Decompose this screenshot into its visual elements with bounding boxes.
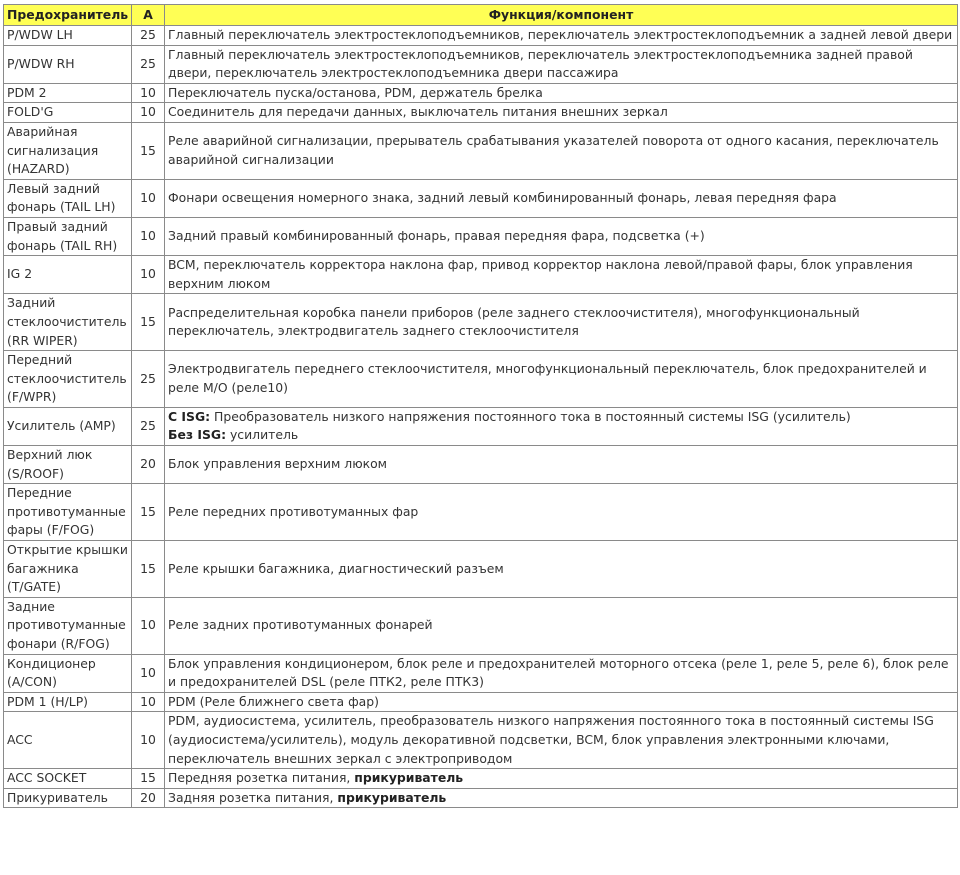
fuse-amperage: 25 [132,407,165,445]
fuse-name: Верхний люк (S/ROOF) [4,446,132,484]
table-row [4,45,958,83]
fuse-name: PDM 1 (H/LP) [4,692,132,712]
table-row [4,26,958,46]
fuse-function: PDM, аудиосистема, усилитель, преобразователь низкого напряжения постоянного тока в постоянный системы ISG (аудиосистема/усилитель), модуль декоративной подсветки, BCM, блок управления электронными ключами, переключатель внешних зеркал с электроприводом [165,712,958,769]
table-row [4,256,958,294]
isg-without-text: усилитель [226,427,299,443]
fuse-function: Реле задних противотуманных фонарей [165,597,958,654]
fuse-name: Усилитель (AMP) [4,407,132,445]
column-header-fuse: Предохранитель [4,5,132,26]
fuse-function: BCM, переключатель корректора наклона фар, привод корректор наклона левой/правой фары, блок управления верхним люком [165,256,958,294]
fuse-function [165,788,958,808]
table-row [4,654,958,692]
table-row [4,597,958,654]
fuse-function: Реле аварийной сигнализации, прерыватель срабатывания указателей поворота от одного касания, переключатель аварийной сигнализации [165,122,958,179]
fuse-name: Передний стеклоочиститель (F/WPR) [4,351,132,408]
fuse-amperage: 10 [132,83,165,103]
fuse-function: Блок управления кондиционером, блок реле и предохранителей моторного отсека (реле 1, реле 5, реле 6), блок реле и предохранителей DSL (реле ПТК2, реле ПТК3) [165,654,958,692]
fuse-function: Реле передних противотуманных фар [165,484,958,541]
fuse-name: Кондиционер (A/CON) [4,654,132,692]
fuse-amperage: 10 [132,179,165,217]
table-row [4,179,958,217]
table-row [4,446,958,484]
fuse-table [3,4,958,808]
fuse-function: Главный переключатель электростеклоподъемников, переключатель электростеклоподъемника задней правой двери, переключатель электростеклоподъемника двери пассажира [165,45,958,83]
function-text: Передняя розетка питания, [168,770,355,786]
fuse-name: FOLD'G [4,103,132,123]
fuse-name: Правый задний фонарь (TAIL RH) [4,217,132,255]
fuse-amperage: 15 [132,122,165,179]
table-row [4,692,958,712]
fuse-name: Задние противотуманные фонари (R/FOG) [4,597,132,654]
fuse-name: Передние противотуманные фары (F/FOG) [4,484,132,541]
fuse-name: P/WDW RH [4,45,132,83]
fuse-function: Соединитель для передачи данных, выключатель питания внешних зеркал [165,103,958,123]
table-row [4,407,958,445]
fuse-name: Левый задний фонарь (TAIL LH) [4,179,132,217]
isg-with-text: Преобразователь низкого напряжения постоянного тока в постоянный системы ISG (усилитель) [210,408,851,424]
fuse-name: PDM 2 [4,83,132,103]
fuse-amperage: 15 [132,484,165,541]
isg-with-label: С ISG: [168,408,211,424]
fuse-amperage: 20 [132,788,165,808]
fuse-function: Реле крышки багажника, диагностический разъем [165,541,958,598]
fuse-amperage: 10 [132,103,165,123]
fuse-amperage: 15 [132,294,165,351]
table-row [4,83,958,103]
fuse-name: Прикуриватель [4,788,132,808]
column-header-amp: A [132,5,165,26]
fuse-amperage: 15 [132,541,165,598]
fuse-function: PDM (Реле ближнего света фар) [165,692,958,712]
table-row [4,769,958,789]
table-header-row [4,5,958,26]
fuse-amperage: 10 [132,654,165,692]
fuse-name: IG 2 [4,256,132,294]
table-row [4,294,958,351]
fuse-function [165,769,958,789]
fuse-function: Электродвигатель переднего стеклоочистителя, многофункциональный переключатель, блок предохранителей и реле M/O (реле10) [165,351,958,408]
table-row [4,351,958,408]
fuse-function [165,407,958,445]
fuse-name: Открытие крышки багажника (T/GATE) [4,541,132,598]
table-row [4,122,958,179]
table-row [4,712,958,769]
fuse-function: Главный переключатель электростеклоподъемников, переключатель электростеклоподъемник а задней левой двери [165,26,958,46]
fuse-function: Распределительная коробка панели приборов (реле заднего стеклоочистителя), многофункциональный переключатель, электродвигатель заднего стеклоочистителя [165,294,958,351]
fuse-amperage: 10 [132,712,165,769]
function-text-bold: прикуриватель [354,770,464,786]
fuse-function: Фонари освещения номерного знака, задний левый комбинированный фонарь, левая передняя фара [165,179,958,217]
isg-without-line [168,426,954,445]
fuse-name: ACC SOCKET [4,769,132,789]
fuse-name: P/WDW LH [4,26,132,46]
function-text: Задняя розетка питания, [168,789,338,805]
isg-without-label: Без ISG: [168,427,227,443]
function-text-bold: прикуриватель [337,789,447,805]
column-header-function: Функция/компонент [165,5,958,26]
fuse-amperage: 25 [132,26,165,46]
fuse-function: Задний правый комбинированный фонарь, правая передняя фара, подсветка (+) [165,217,958,255]
fuse-amperage: 10 [132,256,165,294]
fuse-name: Аварийная сигнализация (HAZARD) [4,122,132,179]
table-row [4,541,958,598]
fuse-function: Переключатель пуска/останова, PDM, держатель брелка [165,83,958,103]
table-row [4,788,958,808]
fuse-amperage: 10 [132,692,165,712]
table-row [4,103,958,123]
fuse-amperage: 15 [132,769,165,789]
fuse-name: Задний стеклоочиститель (RR WIPER) [4,294,132,351]
table-row [4,217,958,255]
fuse-function: Блок управления верхним люком [165,446,958,484]
fuse-amperage: 10 [132,597,165,654]
fuse-amperage: 20 [132,446,165,484]
fuse-amperage: 25 [132,45,165,83]
fuse-name: ACC [4,712,132,769]
table-row [4,484,958,541]
fuse-amperage: 25 [132,351,165,408]
isg-with-line [168,408,954,427]
fuse-amperage: 10 [132,217,165,255]
